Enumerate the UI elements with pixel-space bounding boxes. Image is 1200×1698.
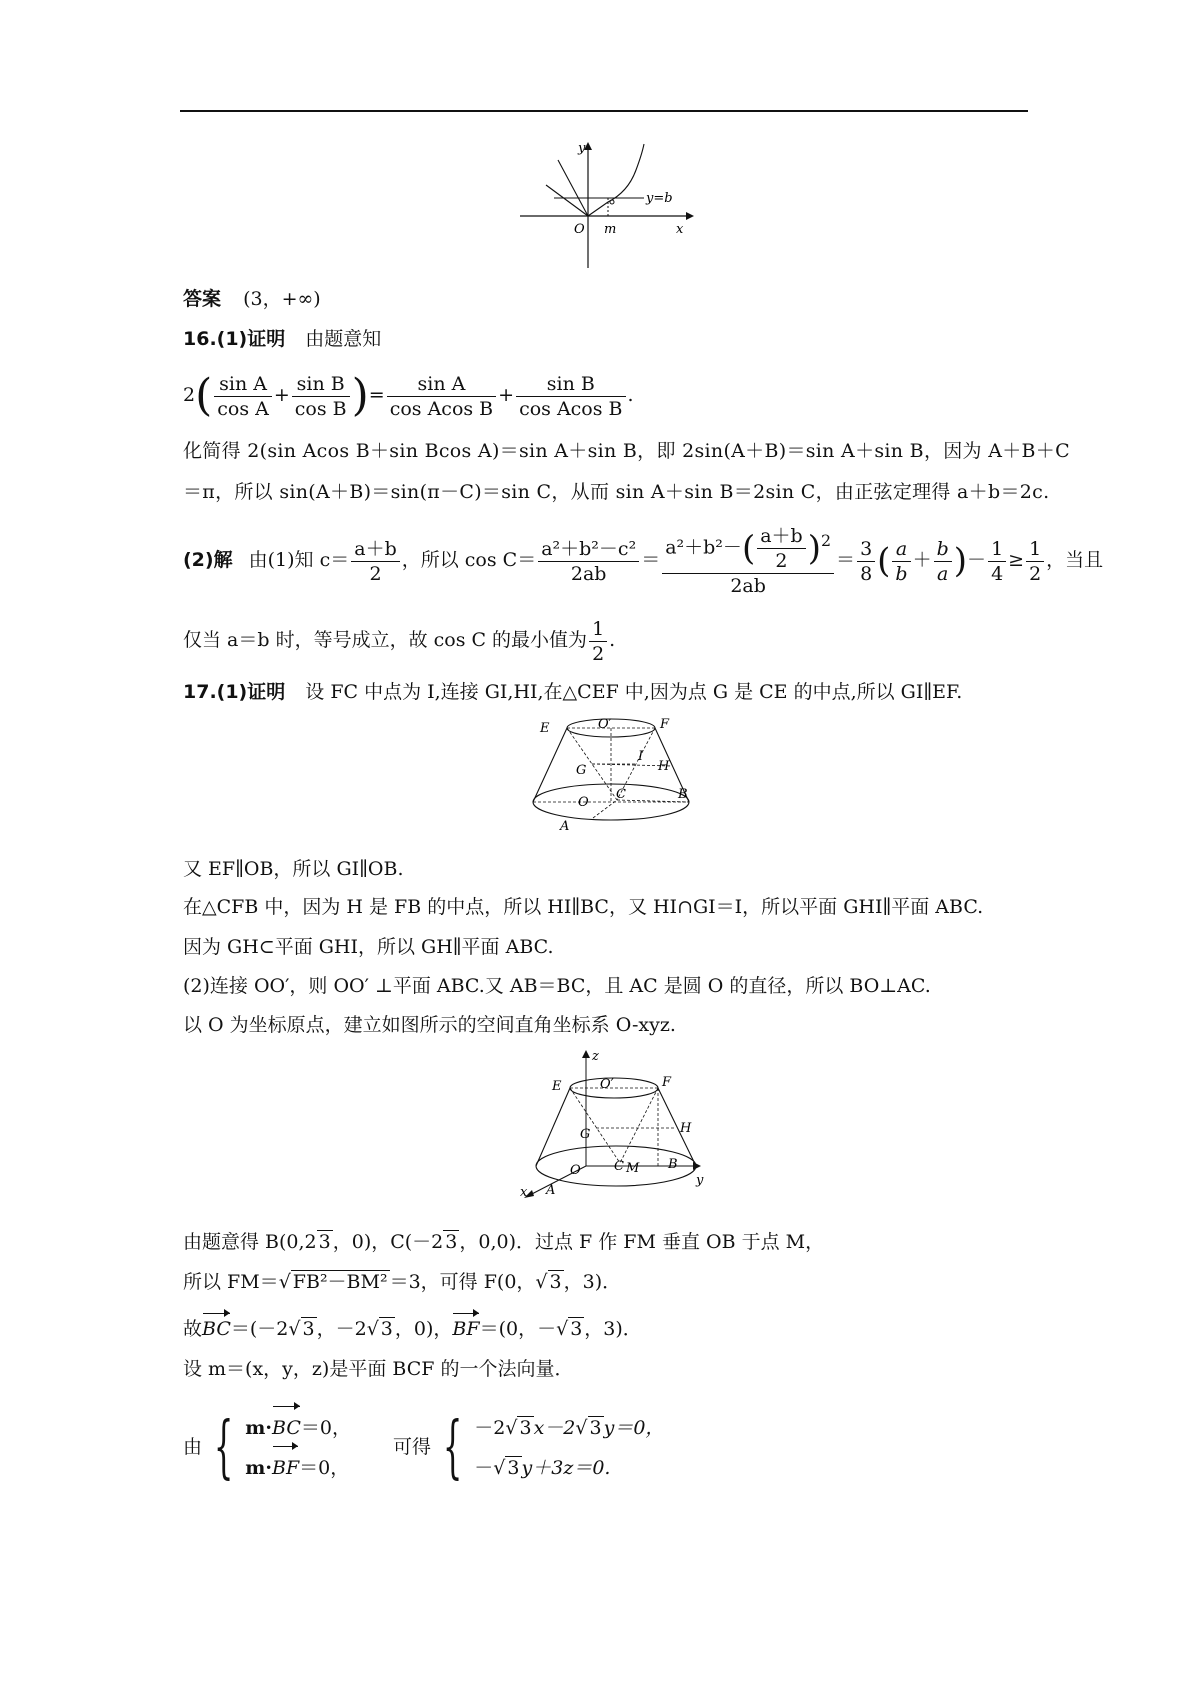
fig1-y: y: [578, 141, 586, 156]
svg-text:x: x: [520, 1185, 528, 1198]
p2-frac2: $\frac{\text{a²＋b²－c²}}{2ab}$: [538, 537, 639, 586]
svg-text:y: y: [696, 1173, 704, 1188]
q16-part2-a: 由(1)知 c＝: [248, 549, 350, 571]
q16-head: [183, 325, 381, 353]
svg-text:z: z: [592, 1049, 599, 1064]
figure-frustum-coordinates: [500, 1048, 710, 1198]
svg-text:C: C: [616, 787, 626, 802]
answer-value: (3，+∞): [243, 288, 321, 310]
q16-part2: (2)解 由(1)知 c＝ $\frac{a+b}{2}$ ，所以 cos C＝ $\frac{\text{a²＋b²－c²}}{2ab}$ ＝ a²＋b²－( $\frac{a+b}{2}$ )$^2$ 2ab ＝ $\frac{3}{8}$ ( $\frac{a}{b}$ ＋ $\frac{b}{a}$ )－ $\frac{1}{4}$ ≥ $\frac{1}{2}$ ，当且: [183, 525, 1104, 597]
q16-line3: 化简得 2(sin Acos B＋sin Bcos A)＝sin A＋sin B，即 2sin(A＋B)＝sin A＋sin B，因为 A＋B＋C: [183, 440, 1070, 462]
p2-frac1: $\frac{a+b}{2}$: [351, 537, 400, 586]
q16-line4: ＝π，所以 sin(A＋B)＝sin(π－C)＝sin C，从而 sin A＋sin B＝2sin C，由正弦定理得 a＋b＝2c.: [183, 481, 1050, 503]
header-rule: [180, 110, 1028, 112]
svg-text:O: O: [570, 1163, 581, 1178]
q17-head: [183, 678, 962, 706]
q16-part2-b: ，所以 cos C＝: [401, 549, 537, 571]
eq-frac1: $\frac{\text{sin A}}{\text{cos A}}$: [214, 372, 272, 421]
q17-line7: 由题意得 B(0,2 3 ，0)，C(－2 3 ，0,0)．过点 F 作 FM 垂直 OB 于点 M，: [183, 1231, 825, 1253]
svg-text:O′: O′: [598, 717, 612, 732]
p2-frac4: $\frac{3}{8}$: [857, 537, 875, 586]
q16-line6: 仅当 a＝b 时，等号成立，故 cos C 的最小值为 $\frac{1}{2}$ .: [183, 617, 616, 665]
fig1-o: O: [574, 222, 585, 237]
q16-part2-tail: ，当且: [1046, 549, 1104, 571]
svg-text:G: G: [576, 763, 587, 778]
q17-line3: 在△CFB 中，因为 H 是 FB 的中点，所以 HI∥BC，又 HI∩GI＝I，所以平面 GHI∥平面 ABC.: [183, 896, 984, 918]
p2-frac5: $\frac{1}{4}$: [988, 537, 1006, 586]
svg-text:M: M: [626, 1161, 640, 1176]
eq-frac4: $\frac{\text{sin B}}{\text{cos Acos B}}$: [516, 372, 625, 421]
q17-line9: 故BC＝(－2√ 3 ，－2√ 3 ，0)，BF＝(0，－√ 3 ，3)．: [183, 1315, 642, 1343]
p2-frac3: a²＋b²－( $\frac{a+b}{2}$ )$^2$ 2ab: [662, 524, 834, 598]
p2-frac6: $\frac{1}{2}$: [1026, 537, 1044, 586]
fig1-x: x: [676, 222, 684, 237]
eq-lead: 2: [183, 384, 196, 406]
q16-part1-label: 16.(1)证明: [183, 328, 286, 350]
q17-line5: (2)连接 OO′，则 OO′ ⊥平面 ABC.又 AB＝BC，且 AC 是圆 O 的直径，所以 BO⊥AC.: [183, 975, 931, 997]
svg-text:H: H: [658, 759, 670, 774]
eq-frac2: $\frac{\text{sin B}}{\text{cos B}}$: [292, 372, 350, 421]
fig1-yb: y=b: [646, 191, 673, 206]
answer-line: [183, 285, 321, 313]
svg-text:F: F: [662, 1075, 672, 1090]
svg-text:H: H: [680, 1121, 692, 1136]
svg-text:E: E: [540, 721, 550, 736]
svg-text:C: C: [614, 1159, 624, 1174]
svg-text:F: F: [660, 717, 670, 732]
q17-part1-label: 17.(1)证明: [183, 681, 286, 703]
svg-text:O: O: [578, 795, 589, 810]
svg-text:A: A: [560, 819, 570, 830]
svg-text:B: B: [668, 1157, 678, 1172]
q17-line6: 以 O 为坐标原点，建立如图所示的空间直角坐标系 O-xyz.: [183, 1014, 676, 1036]
svg-text:G: G: [580, 1127, 591, 1142]
eq-frac3: $\frac{\text{sin A}}{\text{cos Acos B}}$: [387, 372, 496, 421]
q16-equation: 2( $\frac{\text{sin A}}{\text{cos A}}$ + $\frac{\text{sin B}}{\text{cos B}}$ )= $\frac{\text{sin A}}{\text{cos Acos B}}$ + $\frac{\text{sin B}}{\text{cos Acos B}}$ .: [183, 370, 634, 421]
q17-line8: 所以 FM＝√ FB²－BM² ＝3，可得 F(0，√ 3 ，3)．: [183, 1271, 622, 1293]
q17-system: 由 { m·BC＝0， m·BF＝0， 可得 { －2√ 3 x－2√ 3 y＝0， －√ 3 y＋3z＝0.: [183, 1408, 665, 1487]
q17-line10: 设 m＝(x，y，z)是平面 BCF 的一个法向量．: [183, 1358, 574, 1380]
svg-text:B: B: [678, 787, 688, 802]
fig1-m: m: [604, 222, 617, 237]
figure-frustum-1: [518, 714, 698, 830]
figure-function-graph: [518, 140, 698, 270]
q17-line2: 又 EF∥OB，所以 GI∥OB.: [183, 858, 404, 880]
q16-part2-label: (2)解: [183, 549, 233, 571]
answer-label: 答案: [183, 288, 222, 310]
q16-part1-text: 由题意知: [305, 328, 382, 350]
q17-line4: 因为 GH⊂平面 GHI，所以 GH∥平面 ABC.: [183, 936, 554, 958]
svg-text:E: E: [552, 1079, 562, 1094]
svg-text:I: I: [638, 749, 644, 764]
q17-part1-text: 设 FC 中点为 I,连接 GI,HI,在△CEF 中,因为点 G 是 CE 的中点,所以 GI∥EF.: [305, 681, 963, 703]
svg-text:A: A: [546, 1183, 556, 1198]
svg-text:O′: O′: [600, 1077, 614, 1092]
